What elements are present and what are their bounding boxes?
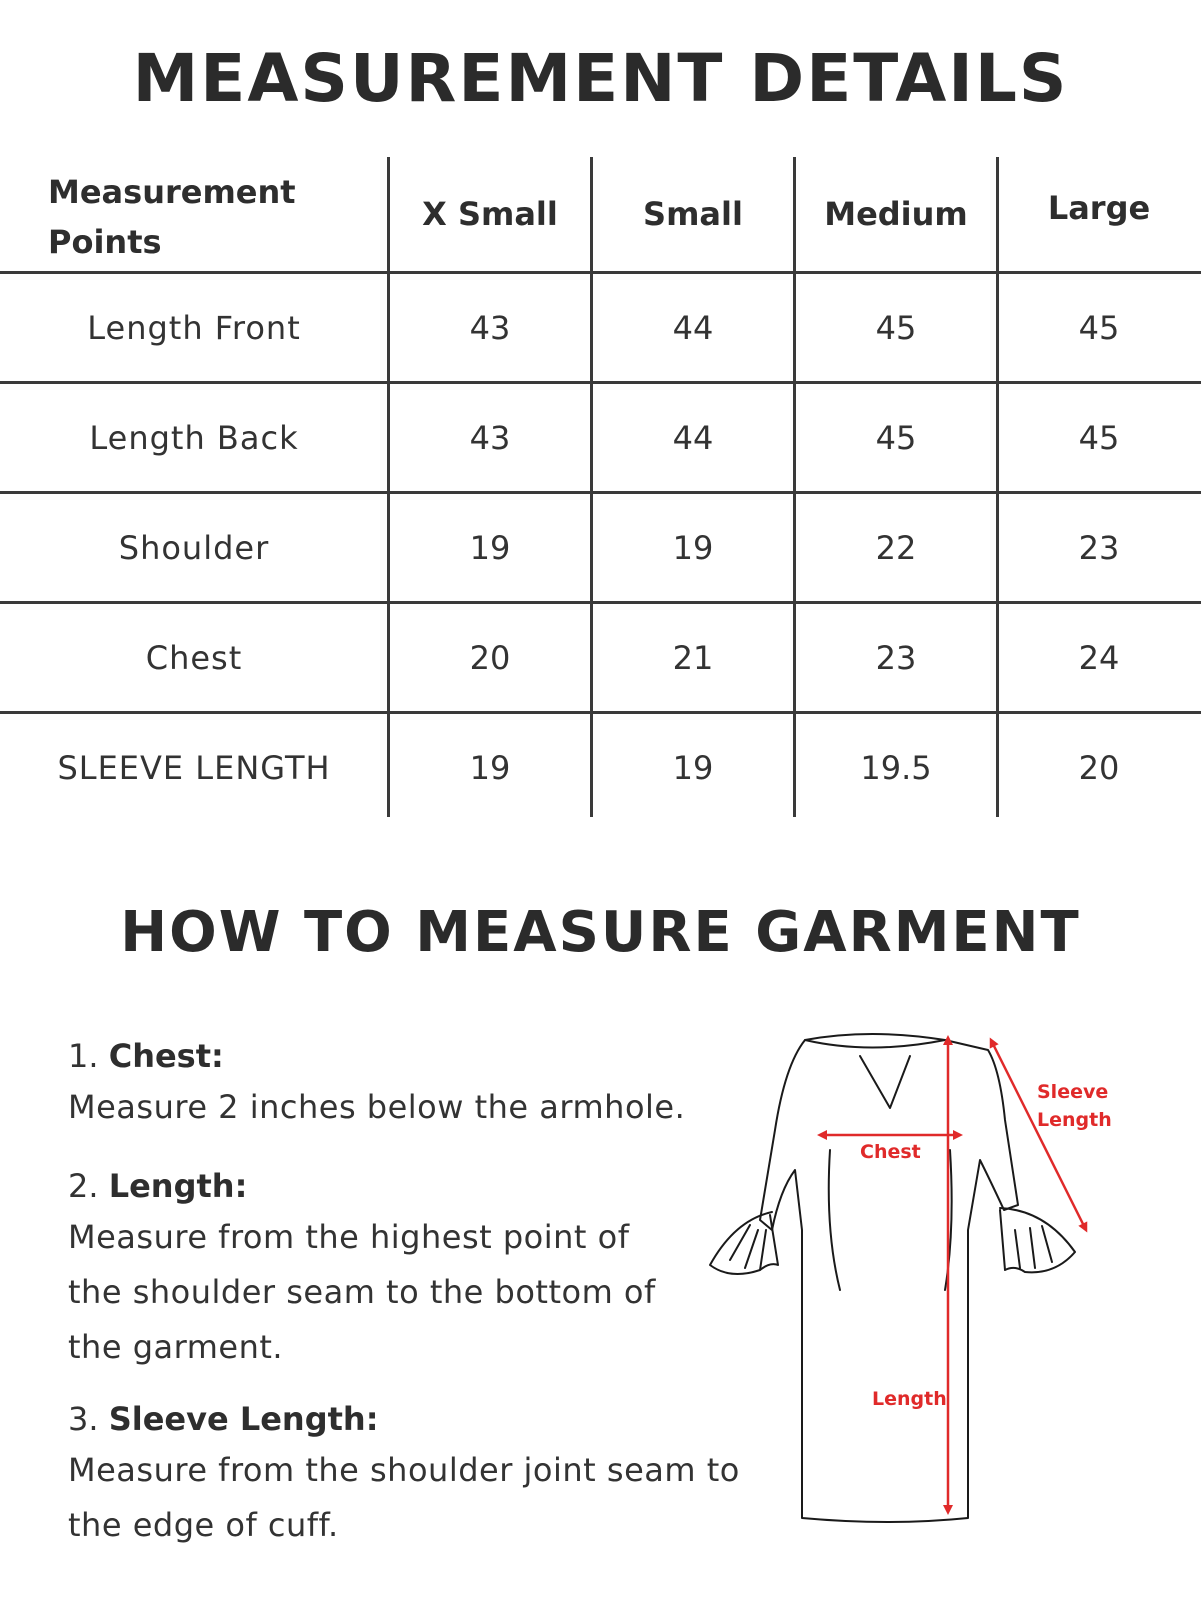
sleeve-label-line2: Length	[1037, 1109, 1112, 1131]
row-label: Length Front	[87, 309, 301, 347]
section-title: HOW TO MEASURE GARMENT	[120, 900, 1081, 965]
cell-value: 44	[672, 309, 714, 347]
neckline	[805, 1040, 945, 1048]
cell-value: 45	[1078, 309, 1120, 347]
row-label: SLEEVE LENGTH	[57, 749, 331, 787]
row-label: Chest	[145, 639, 243, 677]
table-row	[0, 714, 1201, 822]
v-neck	[860, 1056, 910, 1108]
instruction-text: Measure from the shoulder joint seam to the edge of cuff.	[68, 1451, 740, 1544]
cell-value: 20	[1078, 749, 1120, 787]
instruction-heading	[68, 1162, 688, 1210]
left-cuff	[710, 1212, 778, 1274]
instruction-heading	[68, 1395, 748, 1443]
measurement-table	[0, 157, 1201, 817]
instruction-title: Length:	[108, 1167, 248, 1205]
cell-value: 19	[469, 749, 511, 787]
header-measurement-points: Measurement Points	[48, 173, 296, 261]
cell-value: 45	[1078, 419, 1120, 457]
page-title: MEASUREMENT DETAILS	[132, 40, 1069, 117]
cell-value: 19	[672, 749, 714, 787]
instruction-number: 2.	[68, 1167, 99, 1205]
instruction-length	[68, 1162, 688, 1375]
sleeve-label-line1: Sleeve	[1037, 1081, 1109, 1103]
cell-value: 23	[875, 639, 917, 677]
cell-value: 20	[469, 639, 511, 677]
header-x-small: X Small	[422, 195, 558, 233]
cell-value: 19	[672, 529, 714, 567]
cell-value: 43	[469, 419, 511, 457]
cell-value: 24	[1078, 639, 1120, 677]
sleeve-line	[992, 1042, 1085, 1228]
length-label: Length	[872, 1388, 947, 1410]
row-label: Length Back	[89, 419, 299, 457]
instruction-title: Chest:	[108, 1037, 224, 1075]
table-row	[0, 604, 1201, 712]
cell-value: 21	[672, 639, 714, 677]
instruction-title: Sleeve Length:	[108, 1400, 379, 1438]
instruction-text: Measure 2 inches below the armhole.	[68, 1088, 686, 1126]
cell-value: 19.5	[860, 749, 932, 787]
instruction-heading	[68, 1032, 758, 1080]
header-small: Small	[643, 195, 743, 233]
cell-value: 43	[469, 309, 511, 347]
instruction-chest	[68, 1032, 758, 1135]
instruction-number: 3.	[68, 1400, 99, 1438]
cell-value: 22	[875, 529, 917, 567]
cell-value: 19	[469, 529, 511, 567]
cell-value: 45	[875, 309, 917, 347]
row-label: Shoulder	[118, 529, 270, 567]
chest-label: Chest	[860, 1141, 921, 1163]
header-medium: Medium	[824, 195, 968, 233]
cell-value: 45	[875, 419, 917, 457]
right-cuff	[1000, 1208, 1075, 1272]
table-row	[0, 274, 1201, 382]
cell-value: 23	[1078, 529, 1120, 567]
instruction-sleeve-length	[68, 1395, 748, 1553]
table-row	[0, 494, 1201, 602]
cell-value: 44	[672, 419, 714, 457]
garment-diagram	[700, 1030, 1140, 1550]
table-row	[0, 384, 1201, 492]
instruction-number: 1.	[68, 1037, 99, 1075]
instruction-text: Measure from the highest point of the shoulder seam to the bottom of the garment.	[68, 1218, 656, 1366]
header-large: Large	[1047, 189, 1151, 227]
